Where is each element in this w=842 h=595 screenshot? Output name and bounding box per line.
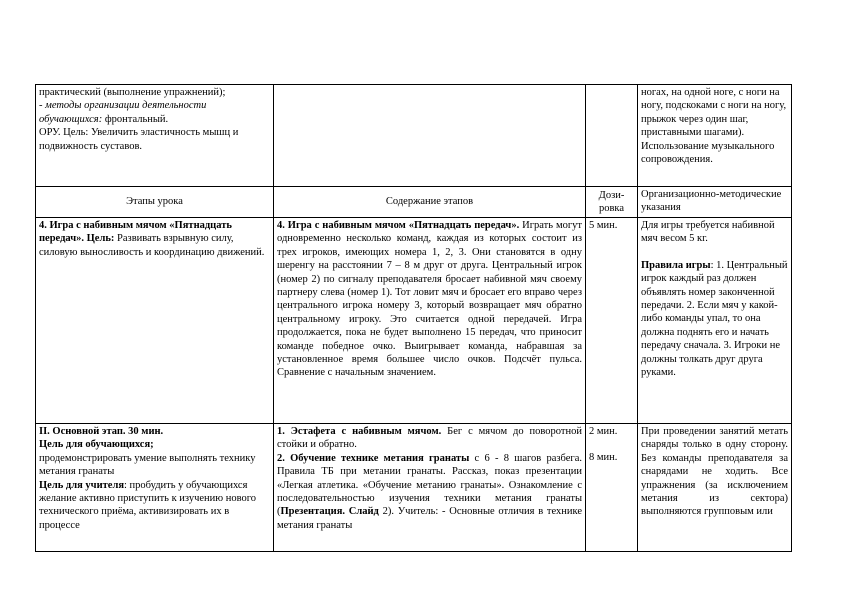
game-rules (641, 259, 788, 380)
game-content-title: 4. Игра с набивным мячом «Пятнадцать передач». (277, 220, 520, 231)
table-header-row (36, 187, 792, 218)
game-goal-text: Развивать взрывную силу, силовую выносливость и координацию движений. (39, 233, 265, 258)
methods-cell (36, 85, 274, 187)
empty-content-cell (274, 85, 586, 187)
method-organization-label: методы организации деятельности обучающихся: (39, 100, 207, 125)
game-dosage-cell: 5 мин. (586, 218, 638, 424)
goal-teacher-text: : пробудить у обучающихся желание активно приступить к изучению нового технического приёма, активизировать их в процессе (39, 479, 257, 531)
header-dosage: Дози-ровка (586, 187, 638, 218)
relay-item (277, 425, 582, 452)
game-content-cell (274, 218, 586, 424)
music-note: Использование музыкального сопровождения. (641, 140, 775, 166)
game-rules-label: Правила игры (641, 259, 711, 271)
header-content: Содержание этапов (274, 187, 586, 218)
header-stages: Этапы урока (36, 187, 274, 218)
main-guidelines-cell: При проведении занятий метать снаряды только в одну сторону. Без команды преподавателя за снарядами не ходить. Все упражнения (за исключением метания из сектора) выполняются групповым или (638, 424, 792, 552)
game-rules-text: : 1. Центральный игрок каждый раз должен объявлять номер законченной передачи. 2. Если мяч у какой-либо команды упал, то она должна поднять его и начать передачу сначала. 3. Игроки не должны толкать друг друга руками. (641, 259, 788, 379)
grenade-title: 2. Обучение технике метания гранаты (277, 452, 470, 464)
game-stage-text (39, 219, 270, 259)
table-row (36, 424, 792, 552)
game-guidelines-cell (638, 218, 792, 424)
table-row (36, 85, 792, 187)
game-stage-title: 4. Игра с набивным мячом «Пятнадцать передач». (39, 220, 232, 245)
main-dosage-cell (586, 424, 638, 552)
game-stage-cell (36, 218, 274, 424)
goal-students-label: Цель для обучающихся; (39, 439, 154, 451)
main-content-cell (274, 424, 586, 552)
lesson-plan-table (35, 84, 792, 552)
game-goal-label: Цель: (84, 233, 115, 245)
method-organization: - методы организации деятельности обучающихся: фронтальный. (39, 100, 207, 125)
dosage-grenade: 8 мин. (589, 452, 618, 464)
relay-text: Бег с мячом до поворотной стойки и обратно. (277, 426, 582, 451)
game-content-text (277, 219, 582, 380)
dosage-relay: 2 мин. (589, 426, 618, 437)
game-content-description: Играть могут одновременно несколько команд, каждая из которых состоит из трех игроков, имеющих номера 1, 2, 3. Они становятся в одну шеренгу на расстоянии 7 – 8 м друг от друга. Центральный игрок (номер 2) по сигналу преподавателя бросает набивной мяч своему партнеру слева (номер 1). Тот ловит мяч и бросает его вправо через центрального игрока номеру 3, который возвращает мяч обратно центральному игроку. Это считается одной передачей. Игра продолжается, пока не будет выполнено 15 передач, что приносит команде победное очко. Выигрывает команда, набравшая за установленное время большее число очков. Подсчёт пульса. Сравнение с начальным значением. (277, 220, 582, 379)
table-row (36, 218, 792, 424)
main-stage-cell (36, 424, 274, 552)
goal-teacher-label: Цель для учителя (39, 479, 125, 491)
grenade-item (277, 452, 582, 532)
method-organization-value: фронтальный. (102, 113, 169, 125)
grenade-text-2: 2). Учитель: - Основные отличия в технике метания гранаты (277, 506, 582, 531)
relay-title: 1. Эстафета с набивным мячом. (277, 426, 442, 437)
goal-students-text: продемонстрировать умение выполнять технику метания гранаты (39, 452, 256, 478)
game-guide-intro: Для игры требуется набивной мяч весом 5 кг. (641, 220, 775, 245)
main-stage-title: II. Основной этап. 30 мин. (39, 426, 164, 437)
presentation-slide-ref: Презентация. Слайд (280, 506, 379, 518)
method-practical: практический (выполнение упражнений); (39, 87, 226, 98)
guideline-text: ногах, на одной ноге, с ноги на ногу, подскоками с ноги на ногу, прыжок через один шаг, приставными шагами). (641, 87, 787, 139)
oru-goal: ОРУ. Цель: Увеличить эластичность мышц и подвижность суставов. (39, 127, 239, 152)
header-guidelines: Организационно-методические указания (638, 187, 792, 218)
goal-teacher (39, 479, 270, 533)
guidelines-cell (638, 85, 792, 187)
grenade-text-1: с 6 - 8 шагов разбега. Правила ТБ при метании гранаты. Рассказ, показ презентации «Легкая атлетика. «Обучение метанию гранаты». Ознакомление с последовательностью изучения техники метания гранаты ( (277, 452, 583, 518)
empty-dosage-cell (586, 85, 638, 187)
